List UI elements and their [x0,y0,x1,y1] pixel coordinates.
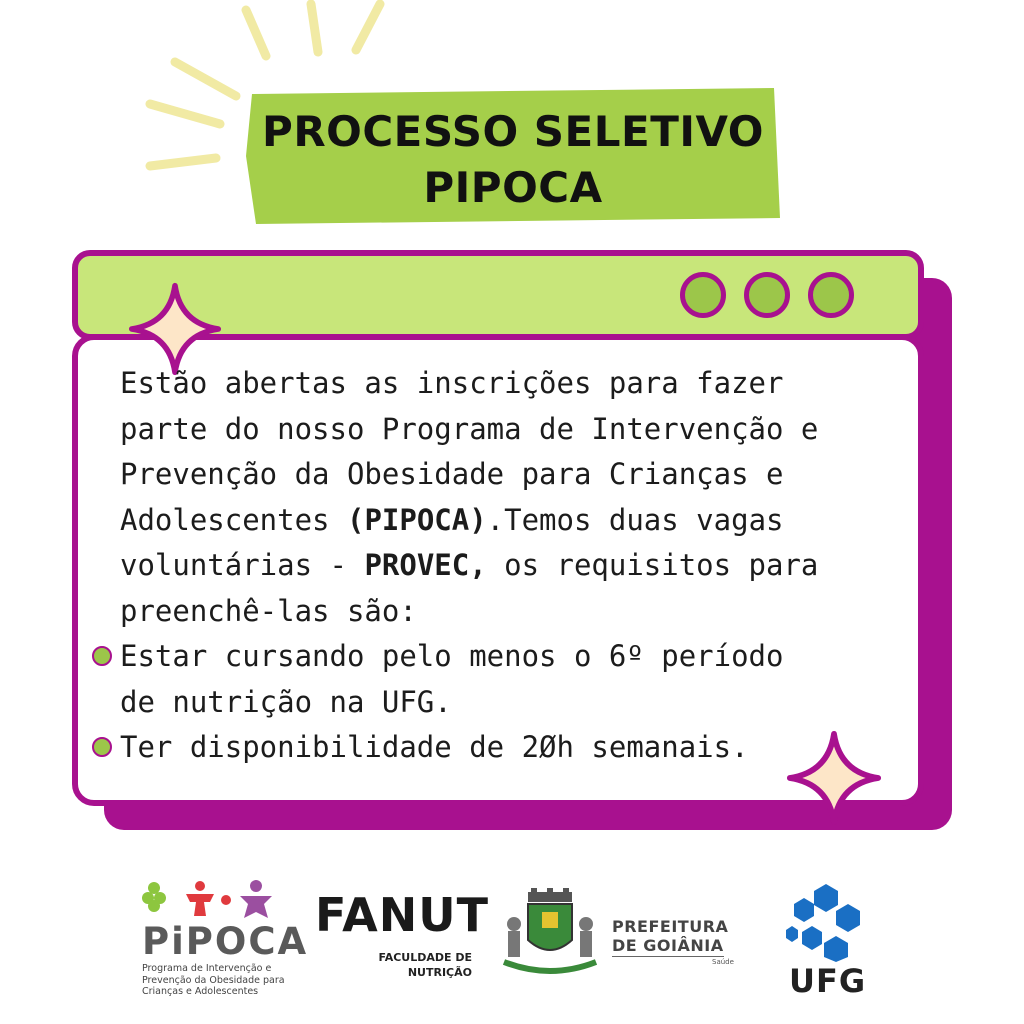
body-line: de nutrição na UFG. [120,684,452,719]
pipoca-subtitle [142,963,292,998]
requirement-item [120,634,920,680]
provec-label: PROVEC, [364,548,487,582]
body-line [120,543,920,589]
pipoca-logo-text: PiPOCA [142,920,309,963]
window-dot-3 [808,272,854,318]
body-line [120,498,920,544]
title-line-2: PIPOCA [423,163,603,212]
fanut-subtitle [370,950,472,980]
prefeitura-text-line-2: DE GOIÂNIA [612,936,724,955]
pipoca-subtitle-line: Crianças e Adolescentes [142,986,259,997]
goiania-crest-icon [498,888,602,980]
requirement-text: Ter disponibilidade de 2Øh semanais. [120,730,749,764]
page-title [244,104,782,216]
announcement-text [120,361,920,771]
requirement-item [120,725,920,771]
pipoca-subtitle-line: Programa de Intervenção e [142,963,272,974]
body-text: .Temos duas vagas [486,502,784,537]
prefeitura-text-line-1: PREFEITURA [612,917,729,936]
bullet-icon [92,737,112,757]
bullet-icon [92,646,112,666]
pipoca-subtitle-line: Prevenção da Obesidade para [142,974,285,986]
body-text: voluntárias - [120,548,365,582]
body-line: parte do nosso Programa de Intervenção e [120,411,819,446]
body-text: Adolescentes [120,502,347,537]
program-acronym: (PIPOCA) [346,502,487,537]
ufg-hexagons-logo [786,882,866,962]
title-line-1: PROCESSO SELETIVO [262,107,764,156]
body-line: preenchê-las são: [120,593,417,628]
fanut-subtitle-line: FACULDADE DE [378,951,472,964]
requirement-text: Estar cursando pelo menos o 6º período [120,639,784,673]
prefeitura-text-line-3: Saúde [712,958,734,966]
body-text: os requisitos para [486,548,819,582]
body-line: Prevenção da Obesidade para Crianças e [120,457,784,491]
window-dot-2 [744,272,790,318]
body-line: Estão abertas as inscrições para fazer [120,366,784,400]
window-dot-1 [680,272,726,318]
fanut-logo-text: FANUT [315,888,489,942]
ufg-logo-text: UFG [789,962,867,1000]
fanut-subtitle-line: NUTRIÇÃO [407,966,472,979]
